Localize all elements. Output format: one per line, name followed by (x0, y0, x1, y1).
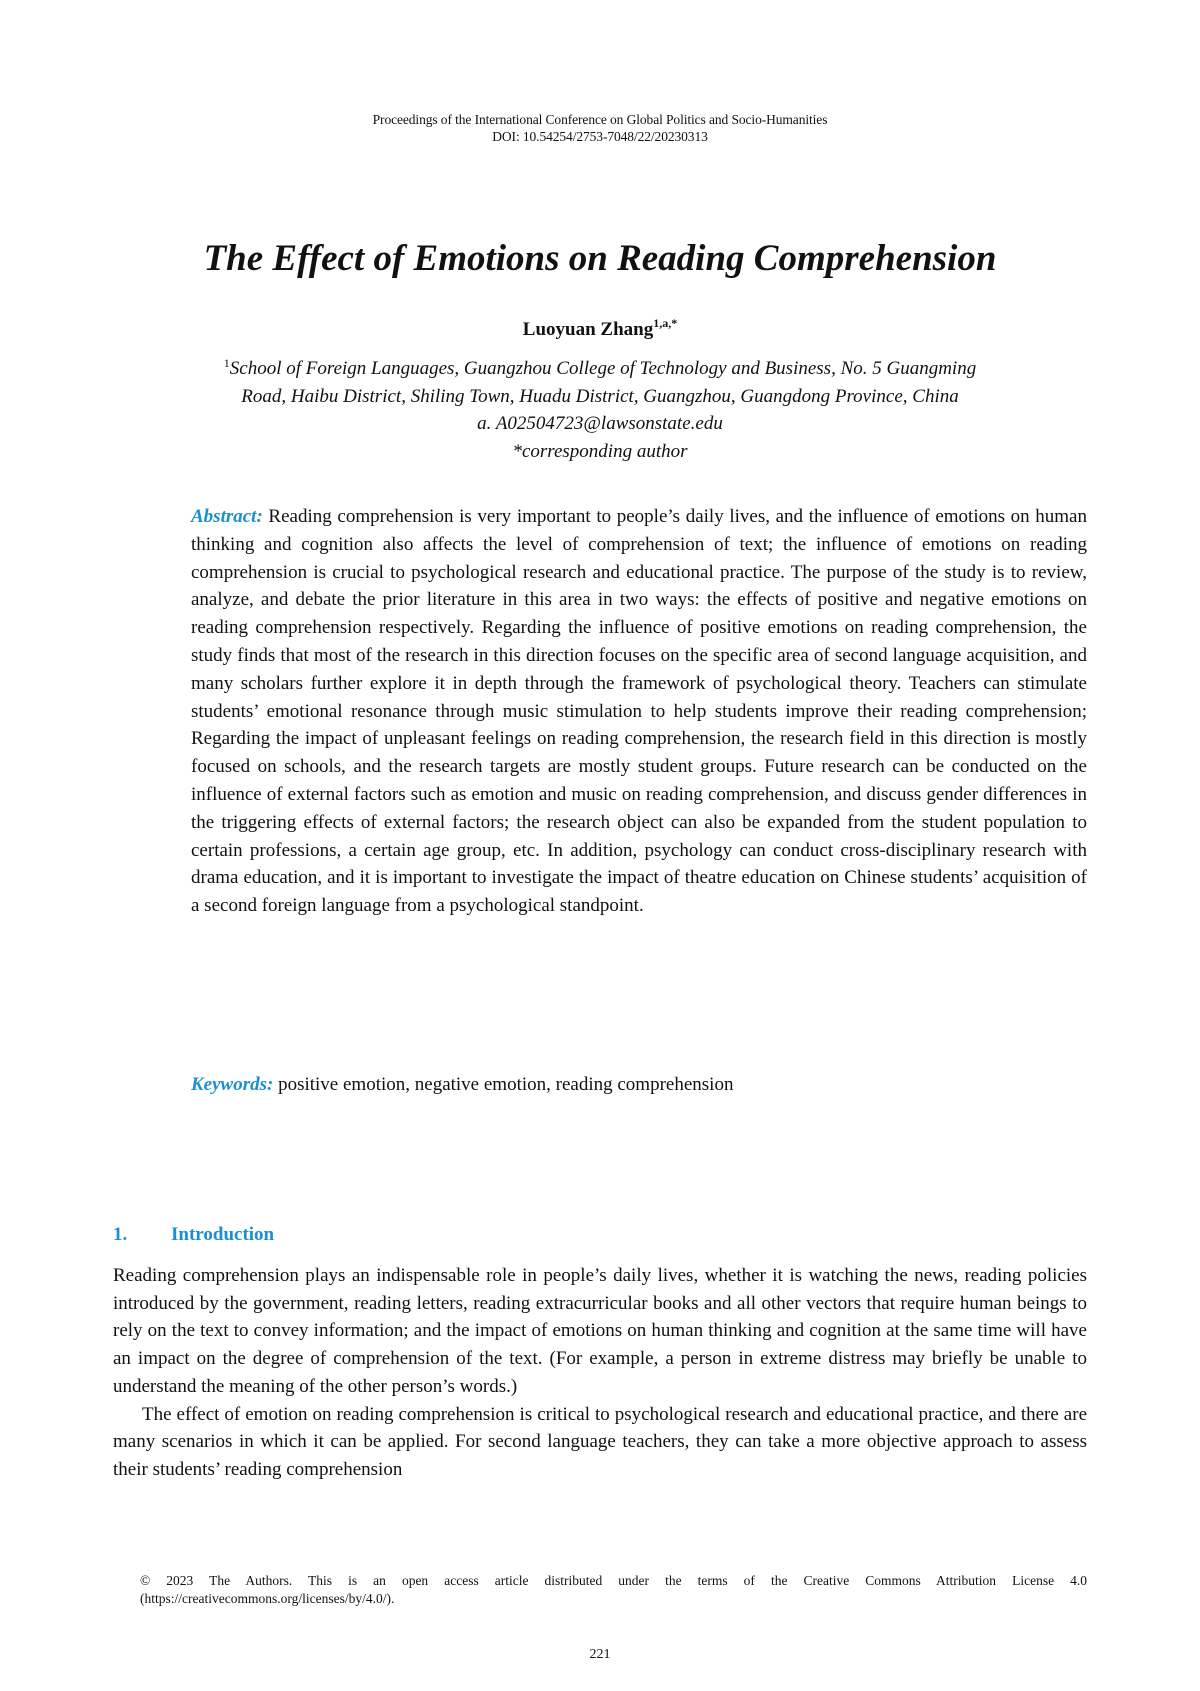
author-superscript: 1,a,* (653, 316, 678, 330)
abstract-block (191, 503, 1087, 920)
abstract-paragraph (191, 503, 1087, 920)
author-email: a. A02504723@lawsonstate.edu (477, 413, 723, 434)
abstract-text: Reading comprehension is very important to people’s daily lives, and the influence of emotions on human thinking and cognition also affects the level of comprehension of text; the influence of emotions on reading comprehension is crucial to psychological research and educational practice. The purpose of the study is to review, analyze, and debate the prior literature in this area in two ways: the effects of positive and negative emotions on reading comprehension respectively. Regarding the influence of positive emotions on reading comprehension, the study finds that most of the research in this direction focuses on the specific area of second language acquisition, and many scholars further explore it in depth through the framework of psychological theory. Teachers can stimulate students’ emotional resonance through music stimulation to help students improve their reading comprehension; Regarding the impact of unpleasant feelings on reading comprehension, the research field in this direction is mostly focused on schools, and the research targets are mostly student groups. Future research can be conducted on the influence of external factors such as emotion and music on reading comprehension, and discuss gender differences in the triggering effects of external factors; the research object can also be expanded from the student population to certain professions, a certain age group, etc. In addition, psychology can conduct cross-disciplinary research with drama education, and it is important to investigate the impact of theatre education on Chinese students’ acquisition of a second foreign language from a psychological standpoint. (191, 506, 1087, 917)
body-paragraph-1: Reading comprehension plays an indispensable role in people’s daily lives, whether it is watching the news, reading policies introduced by the government, reading letters, reading extracurricular books and all other vectors that require human beings to rely on the text to convey information; and the impact of emotions on human thinking and cognition at the same time will have an impact on the degree of comprehension of the text. (For example, a person in extreme distress may briefly be unable to understand the meaning of the other person’s words.) (113, 1265, 1087, 1397)
author-name: Luoyuan Zhang (522, 319, 654, 340)
running-header (0, 111, 1200, 145)
license-footnote: © 2023 The Authors. This is an open access article distributed under the terms of the Creative Commons Attribution License 4.0 (https://creativecommons.org/licenses/by/4.0/). (140, 1573, 1087, 1606)
page-number: 221 (589, 1647, 611, 1662)
paper-title: The Effect of Emotions on Reading Comprehension (203, 238, 997, 279)
author-line (0, 318, 1200, 342)
proceedings-line: Proceedings of the International Conference on Global Politics and Socio-Humanities (372, 112, 828, 127)
affiliation-block (0, 355, 1200, 465)
doi-line: DOI: 10.54254/2753-7048/22/20230313 (492, 129, 708, 144)
section-heading-introduction (113, 1223, 274, 1247)
corresponding-note: *corresponding author (512, 440, 688, 462)
body-paragraph-2: The effect of emotion on reading comprehension is critical to psychological research and educational practice, and there are many scenarios in which it can be applied. For second language teachers, they can take a more objective approach to assess their students’ reading comprehension (113, 1403, 1087, 1480)
affiliation-line-1 (0, 355, 1200, 383)
introduction-body (113, 1262, 1087, 1484)
affiliation-text-1: School of Foreign Languages, Guangzhou College of Technology and Business, No. 5 Guangming (229, 358, 977, 379)
affiliation-superscript: 1 (223, 356, 230, 370)
keywords-block (191, 1071, 1087, 1098)
abstract-label: Abstract: (191, 506, 263, 527)
keywords-label: Keywords: (191, 1074, 274, 1095)
keywords-text: positive emotion, negative emotion, reading comprehension (278, 1074, 734, 1095)
section-title: Introduction (171, 1224, 275, 1245)
affiliation-line-2: Road, Haibu District, Shiling Town, Huadu District, Guangzhou, Guangdong Province, China (241, 385, 959, 407)
section-number: 1. (113, 1224, 128, 1245)
